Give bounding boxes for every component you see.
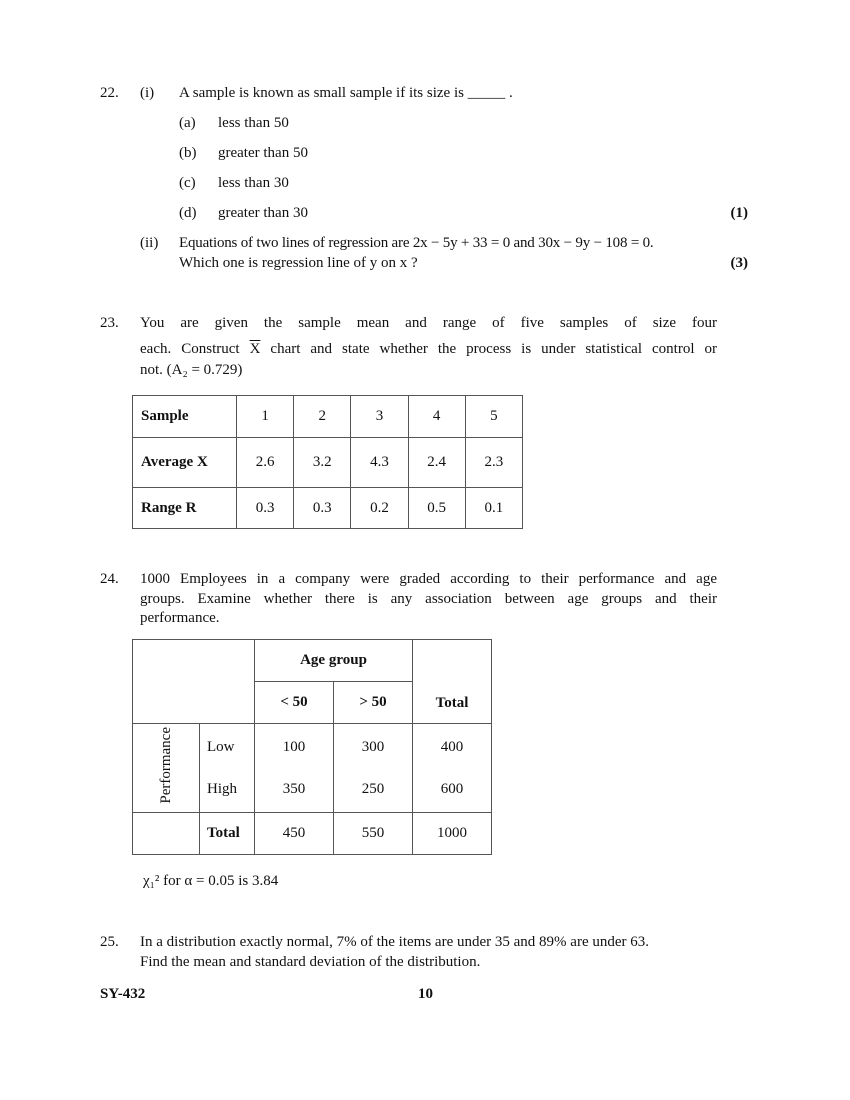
- q24-line2: groups. Examine whether there is any association between age groups and their: [140, 591, 717, 607]
- row-header: Range R: [133, 488, 237, 529]
- cell: [255, 724, 334, 813]
- table-row: [133, 438, 523, 488]
- performance-cell: [133, 724, 200, 813]
- cell: 0.3: [294, 488, 351, 529]
- option-label: (c): [179, 175, 196, 191]
- contingency-table: [132, 639, 492, 855]
- empty-cell: [133, 813, 200, 855]
- value: 350: [282, 781, 306, 797]
- cell: 0.2: [351, 488, 408, 529]
- option-label: (b): [179, 145, 197, 161]
- row-header: Average X: [133, 438, 237, 488]
- option-label: (a): [179, 115, 196, 131]
- q25-number: 25.: [100, 934, 119, 950]
- cell: 4.3: [351, 438, 408, 488]
- chi-square-note: χ₁² for α = 0.05 is 3.84: [143, 873, 279, 889]
- q25-line2: Find the mean and standard deviation of the distribution.: [140, 954, 481, 970]
- option-text: less than 30: [218, 175, 289, 191]
- col-header: < 50: [255, 682, 334, 724]
- cell: 1000: [413, 813, 492, 855]
- marks: (1): [730, 205, 748, 221]
- cell: [334, 724, 413, 813]
- q23-number: 23.: [100, 315, 119, 331]
- table-row: [133, 813, 492, 855]
- cell: 1: [237, 396, 294, 438]
- q22-number: 22.: [100, 85, 119, 101]
- option-text: less than 50: [218, 115, 289, 131]
- cell: 3: [351, 396, 408, 438]
- q25-line1: In a distribution exactly normal, 7% of the items are under 35 and 89% are under 63.: [140, 934, 650, 950]
- q23-line1: You are given the sample mean and range of five samples of size four: [140, 315, 717, 331]
- row-label: Low: [207, 739, 235, 755]
- cell: 2.4: [408, 438, 465, 488]
- row-label: High: [207, 781, 237, 797]
- q24-line1: 1000 Employees in a company were graded according to their performance and age: [140, 571, 717, 587]
- empty-cell: [133, 640, 255, 724]
- cell: 0.1: [465, 488, 522, 529]
- cell: 0.3: [237, 488, 294, 529]
- cell: 2.3: [465, 438, 522, 488]
- cell: 0.5: [408, 488, 465, 529]
- row-label: Total: [200, 813, 255, 855]
- table-row: [133, 396, 523, 438]
- cell: 2.6: [237, 438, 294, 488]
- table-row: [133, 640, 492, 682]
- value: 400: [440, 739, 464, 755]
- cell: 5: [465, 396, 522, 438]
- q22-part1-label: (i): [140, 85, 155, 101]
- control-chart-table: [132, 395, 523, 529]
- cell: 3.2: [294, 438, 351, 488]
- q23-line2b: chart and state whether the process is under statistical control or: [260, 341, 717, 357]
- page-number: 10: [418, 986, 433, 1002]
- cell: 2: [294, 396, 351, 438]
- q22-part2-line2: Which one is regression line of y on x ?: [179, 255, 418, 271]
- value: 300: [361, 739, 385, 755]
- option-text: greater than 30: [218, 205, 308, 221]
- xbar-symbol: $\overline{X}$: [249, 341, 261, 357]
- q23-line2: [140, 340, 717, 358]
- row-labels: [200, 724, 255, 813]
- value: 250: [361, 781, 385, 797]
- q23-line2a: each. Construct: [140, 341, 250, 357]
- q24-line3: performance.: [140, 610, 220, 626]
- cell: 4: [408, 396, 465, 438]
- performance-label: Performance: [157, 727, 174, 804]
- total-header: Total: [413, 640, 492, 724]
- row-header: Sample: [133, 396, 237, 438]
- q22-part2-label: (ii): [140, 235, 159, 251]
- q22-part1-text: A sample is known as small sample if its size is _____ .: [179, 85, 513, 101]
- cell: 450: [255, 813, 334, 855]
- table-row: [133, 488, 523, 529]
- marks: (3): [730, 255, 748, 271]
- value: 100: [282, 739, 306, 755]
- paper-code: SY-432: [100, 986, 146, 1002]
- q22-part2-line1: Equations of two lines of regression are 2x − 5y + 33 = 0 and 30x − 9y − 108 = 0.: [179, 235, 654, 251]
- option-text: greater than 50: [218, 145, 308, 161]
- table-row: [133, 724, 492, 813]
- option-label: (d): [179, 205, 197, 221]
- value: 600: [440, 781, 464, 797]
- cell: [413, 724, 492, 813]
- col-header: > 50: [334, 682, 413, 724]
- cell: 550: [334, 813, 413, 855]
- q24-number: 24.: [100, 571, 119, 587]
- q23-line3: not. (A₂ = 0.729): [140, 362, 243, 378]
- age-group-header: Age group: [255, 640, 413, 682]
